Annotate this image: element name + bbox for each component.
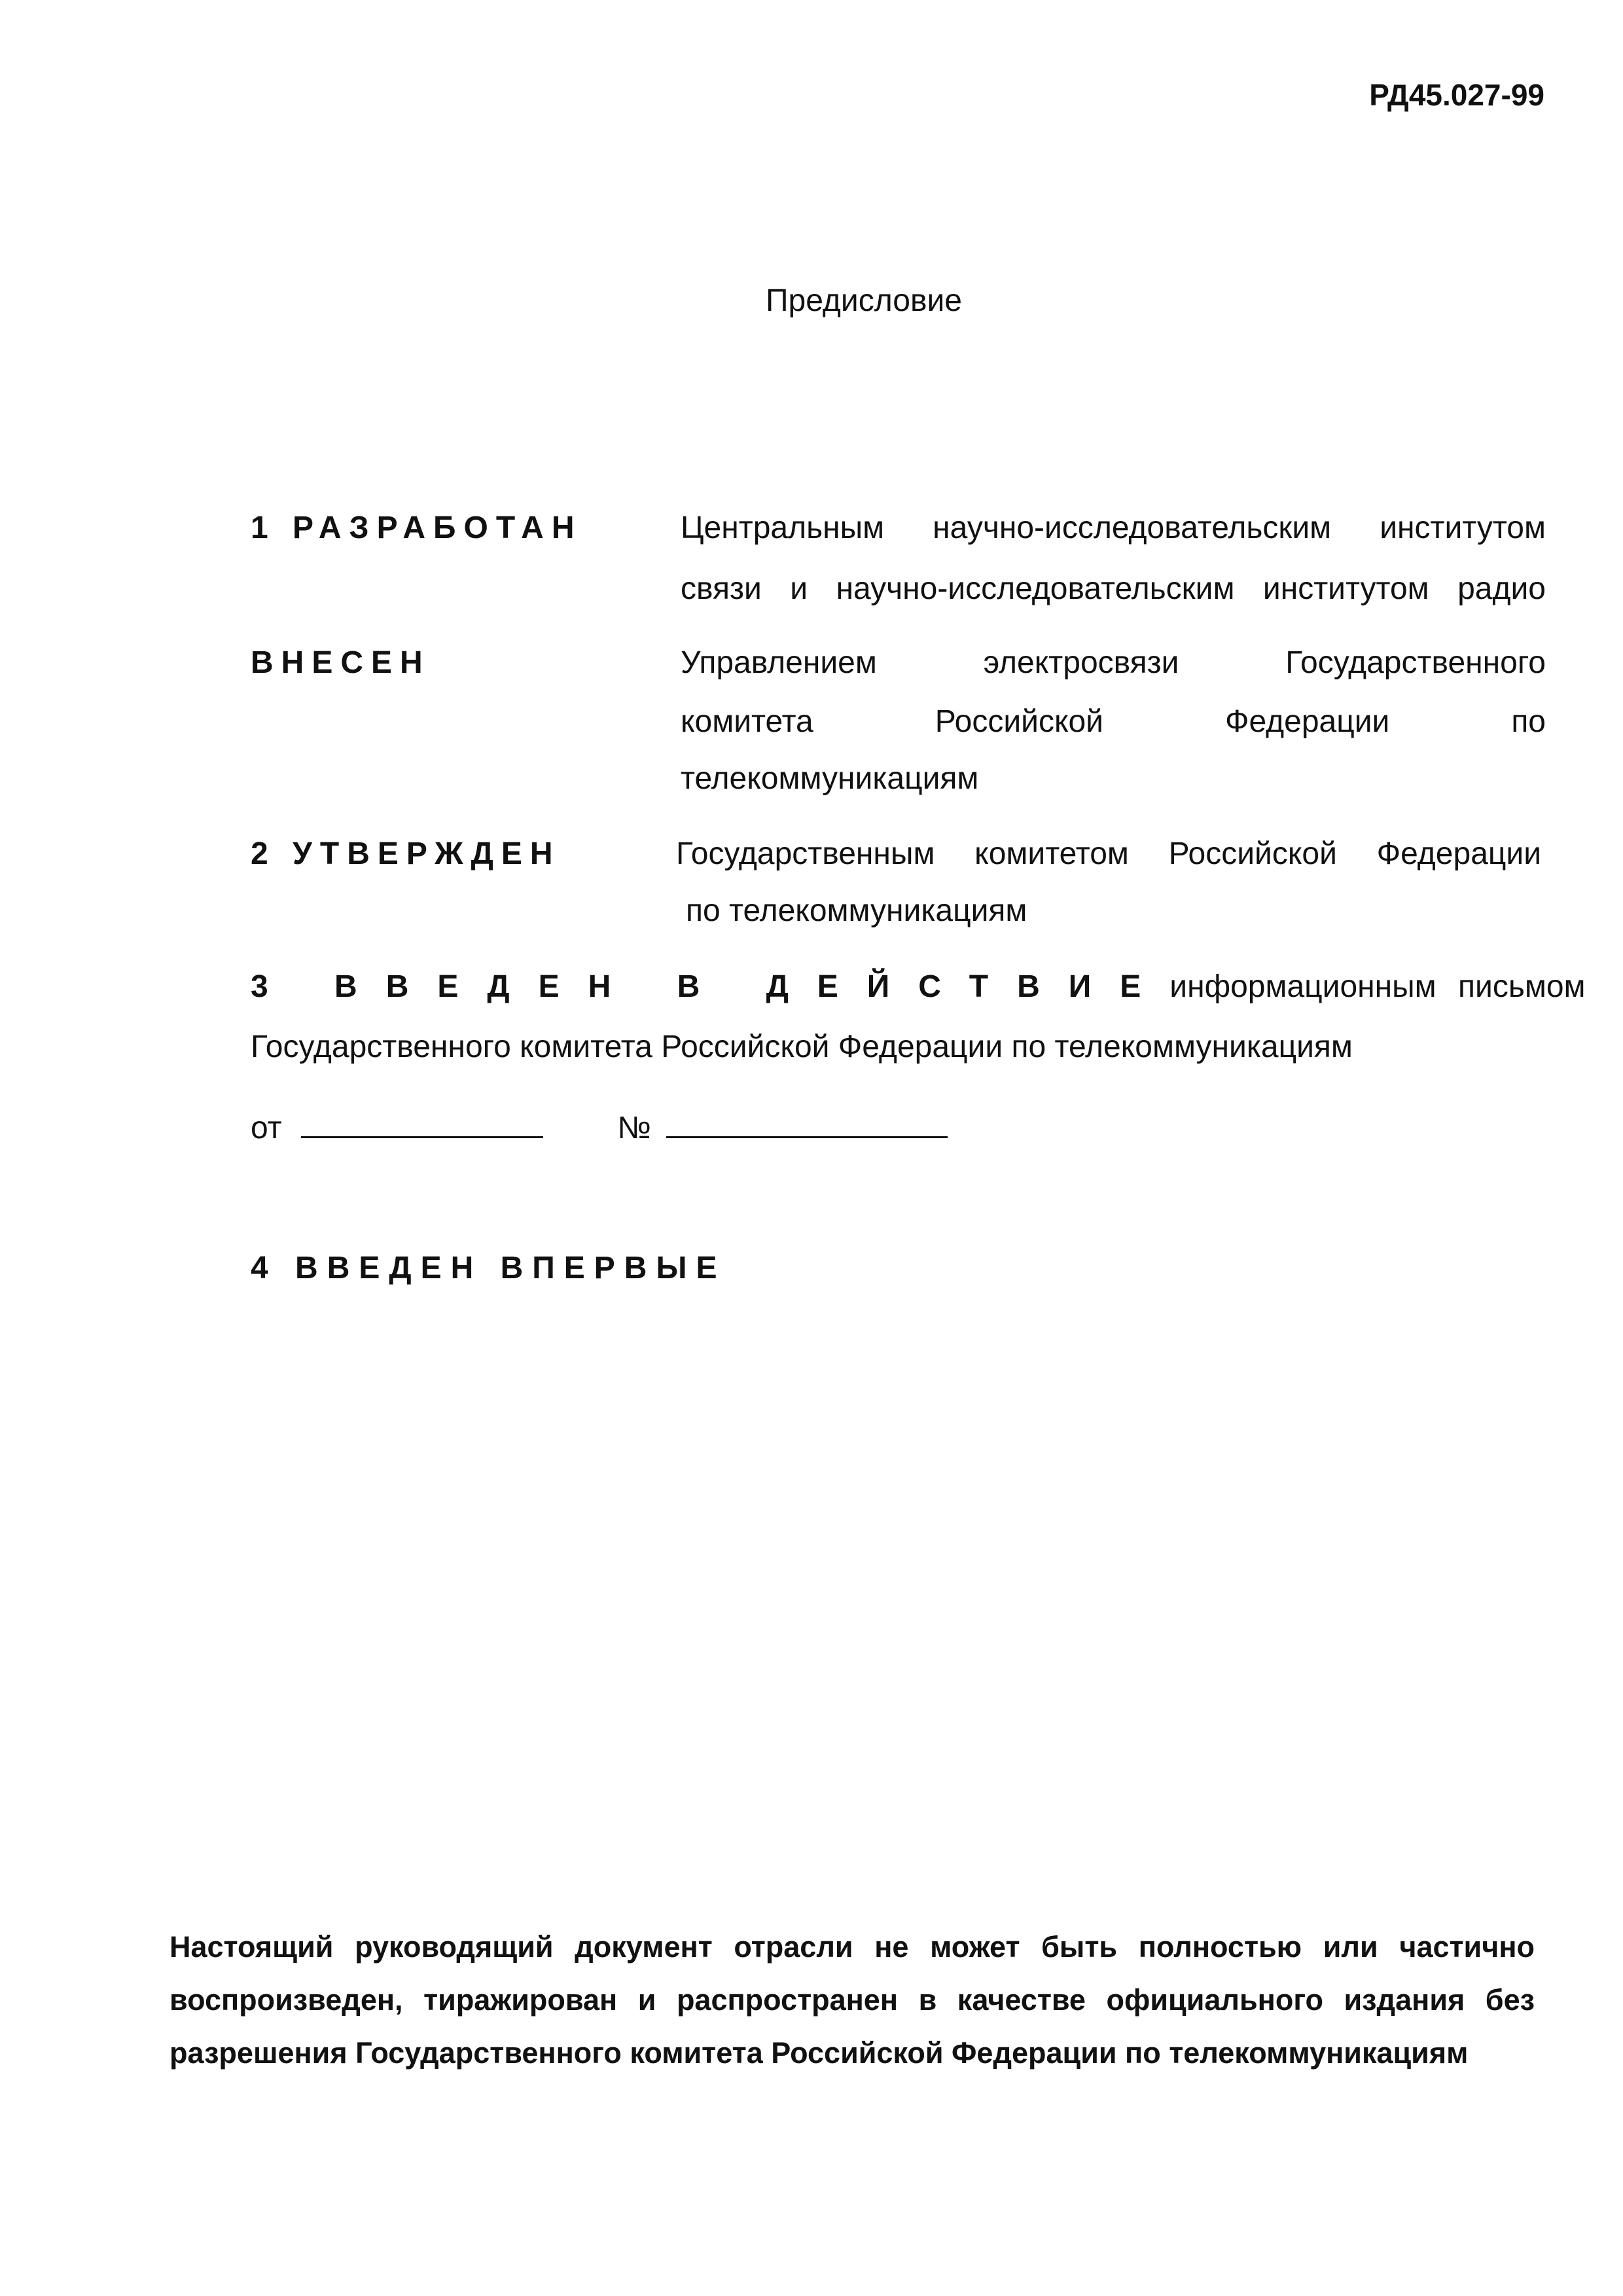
from-label: от [251,1111,282,1145]
document-code: РД45.027-99 [1369,78,1544,112]
developed-line-1: Центральным научно-исследовательским институтом [681,511,1546,545]
enacted-date-row [251,1107,948,1148]
first-introduced-label: 4 ВВЕДЕН ВПЕРВЫЕ [251,1251,726,1285]
number-blank-field [666,1107,948,1138]
submitted-line-3: телекоммуникациям [681,761,979,796]
date-blank-field [301,1107,543,1138]
enacted-line-2: Государственного комитета Российской Федерации по телекоммуникациям [251,1030,1353,1064]
approved-label: 2 УТВЕРЖДЕН [251,836,561,871]
notice-line-2: воспроизведен, тиражирован и распространен в качестве официального издания без [169,1983,1535,2017]
notice-line-1: Настоящий руководящий документ отрасли не может быть полностью или частично [169,1930,1535,1964]
page-title: Предисловие [766,283,962,318]
developed-line-2: связи и научно-исследовательским институтом радио [681,571,1546,606]
enacted-text: информационным письмом [1169,969,1586,1004]
number-label: № [617,1111,651,1145]
submitted-line-2: комитета Российской Федерации по [681,704,1546,739]
approved-line-2: по телекоммуникациям [686,893,1027,928]
enacted-label: 3 ВВЕДЕН В ДЕЙСТВИЕ [251,969,1170,1004]
developed-label: 1 РАЗРАБОТАН [251,511,582,545]
approved-line-1: Государственным комитетом Российской Федерации [676,836,1541,871]
notice-line-3: разрешения Государственного комитета Российской Федерации по телекоммуникациям [169,2036,1469,2070]
submitted-label: ВНЕСЕН [251,645,431,680]
submitted-line-1: Управлением электросвязи Государственного [681,645,1546,680]
